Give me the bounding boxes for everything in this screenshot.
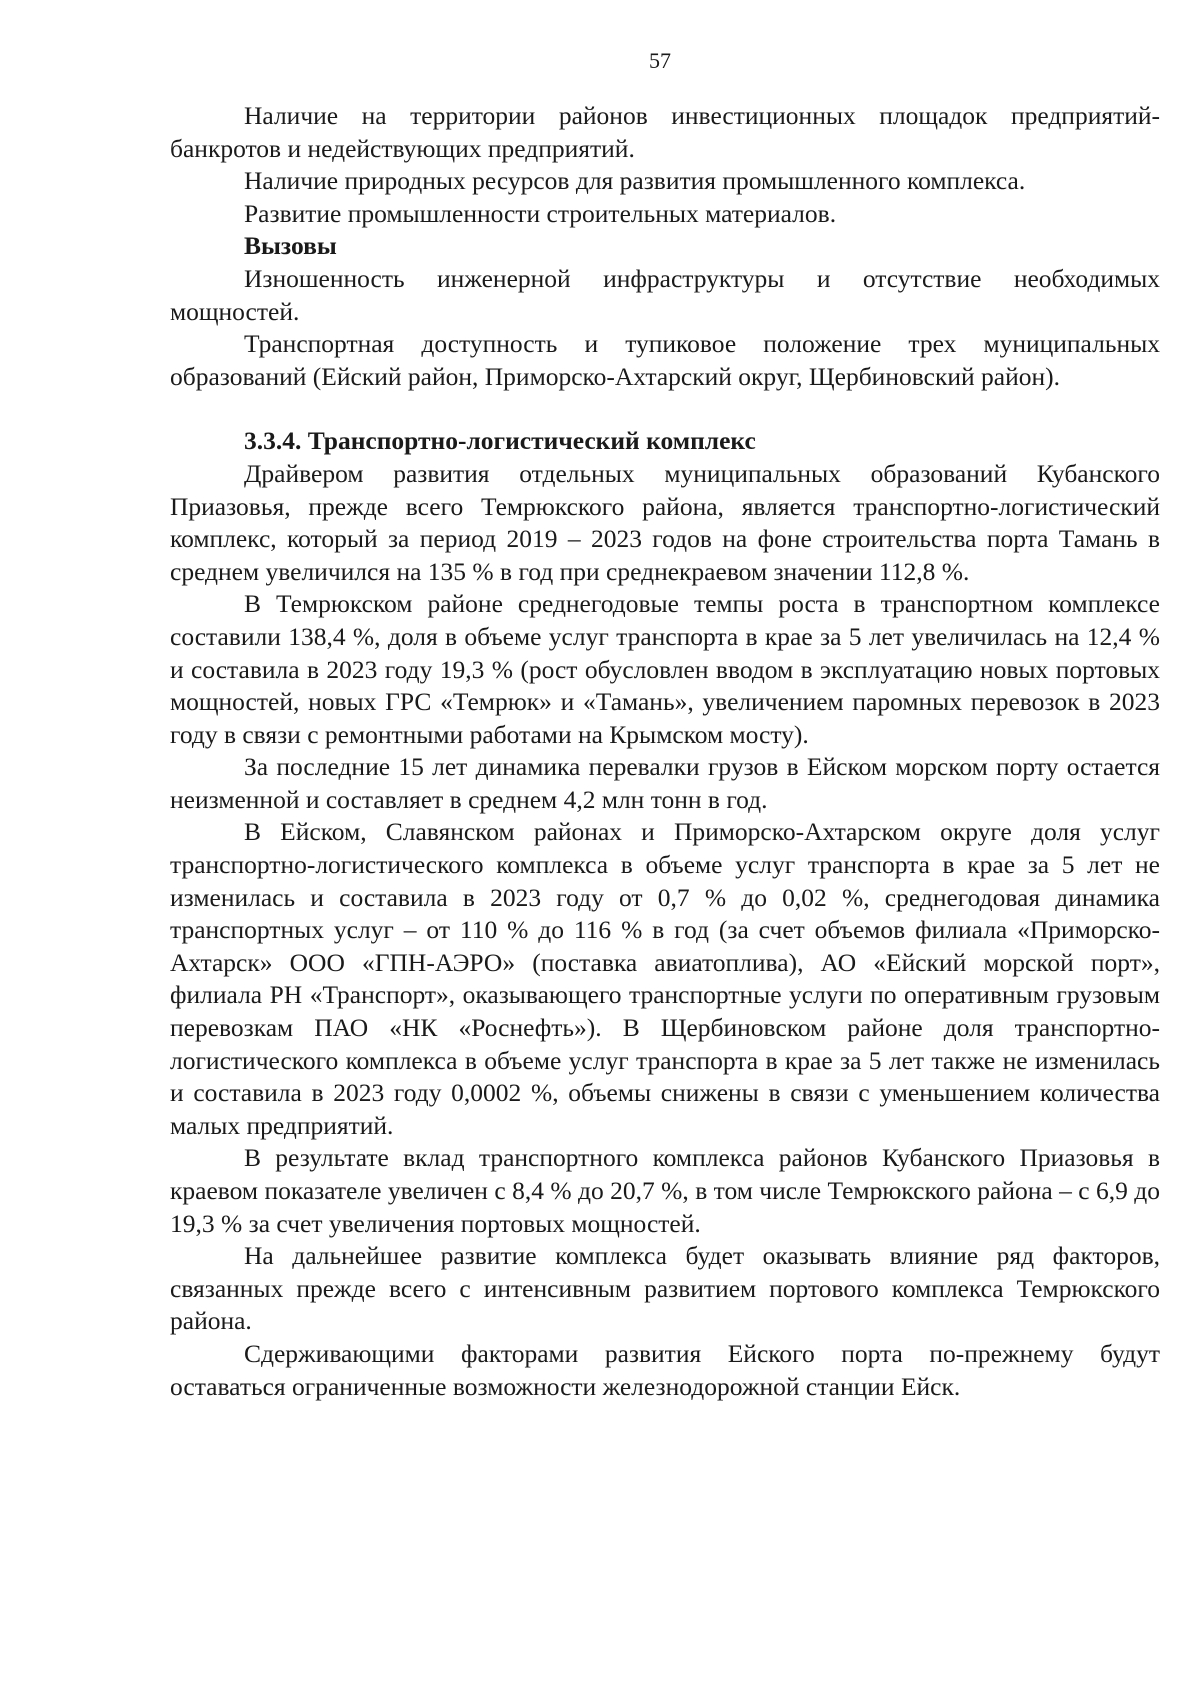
paragraph-further-development: На дальнейшее развитие комплекса будет оказывать влияние ряд факторов, связанных прежде всего с интенсивным развитием портового комплекса Темрюкского района.	[170, 1241, 1160, 1336]
paragraph-yeysk-port-cargo: За последние 15 лет динамика перевалки грузов в Ейском морском порту остается неизменной и составляет в среднем 4,2 млн тонн в год.	[170, 752, 1160, 814]
paragraph-building-materials: Развитие промышленности строительных материалов.	[244, 198, 837, 228]
paragraph-logistics-driver: Драйвером развития отдельных муниципальных образований Кубанского Приазовья, прежде всего Темрюкского района, является транспортно-логистический комплекс, который за период 2019 – 2023 годов на фоне строительства порта Тамань в среднем увеличился на 135 % в год при среднекраевом значении 112,8 %.	[170, 458, 1160, 586]
paragraph-temryuk-growth: В Темрюкском районе среднегодовые темпы роста в транспортном комплексе составили 138,4 %, доля в объеме услуг транспорта в крае за 5 лет увеличилась на 12,4 % и составила в 2023 году 19,3 % (рост обусловлен вводом в эксплуатацию новых портовых мощностей, новых ГРС «Темрюк» и «Тамань», увеличением паромных перевозок в 2023 году в связи с ремонтными работами на Крымском мосту).	[170, 589, 1160, 749]
paragraph-investment-sites: Наличие на территории районов инвестиционных площадок предприятий-банкротов и недействующих предприятий.	[170, 101, 1160, 163]
paragraph-transport-accessibility: Транспортная доступность и тупиковое положение трех муниципальных образований (Ейский район, Приморско-Ахтарский округ, Щербиновский район).	[170, 329, 1160, 391]
paragraph-natural-resources: Наличие природных ресурсов для развития промышленного комплекса.	[244, 166, 1026, 196]
paragraph-districts-share: В Ейском, Славянском районах и Приморско-Ахтарском округе доля услуг транспортно-логистического комплекса в объеме услуг транспорта в крае за 5 лет не изменилась и составила в 2023 году от 0,7 % до 0,02 %, среднегодовая динамика транспортных услуг – от 110 % до 116 % в год (за счет объемов филиала «Приморско-Ахтарск» ООО «ГПН-АЭРО» (поставка авиатоплива), АО «Ейский морской порт», филиала РН «Транспорт», оказывающего транспортные услуги по оперативным грузовым перевозкам ПАО «НК «Роснефть»). В Щербиновском районе доля транспортно-логистического комплекса в объеме услуг транспорта в крае за 5 лет также не изменилась и составила в 2023 году 0,0002 %, объемы снижены в связи с уменьшением количества малых предприятий.	[170, 817, 1160, 1140]
paragraph-constraints: Сдерживающими факторами развития Ейского порта по-прежнему будут оставаться ограниченные возможности железнодорожной станции Ейск.	[170, 1338, 1160, 1401]
document-body	[170, 100, 1160, 1403]
paragraph-contribution-result: В результате вклад транспортного комплекса районов Кубанского Приазовья в краевом показателе увеличен с 8,4 % до 20,7 %, в том числе Темрюкского района – с 6,9 до 19,3 % за счет увеличения портовых мощностей.	[170, 1143, 1160, 1238]
page-number: 57	[649, 48, 671, 73]
paragraph-infrastructure-wear: Изношенность инженерной инфраструктуры и отсутствие необходимых мощностей.	[170, 263, 1160, 326]
section-heading-transport-logistics: 3.3.4. Транспортно-логистический комплекс	[244, 426, 756, 456]
heading-challenges: Вызовы	[244, 231, 337, 261]
